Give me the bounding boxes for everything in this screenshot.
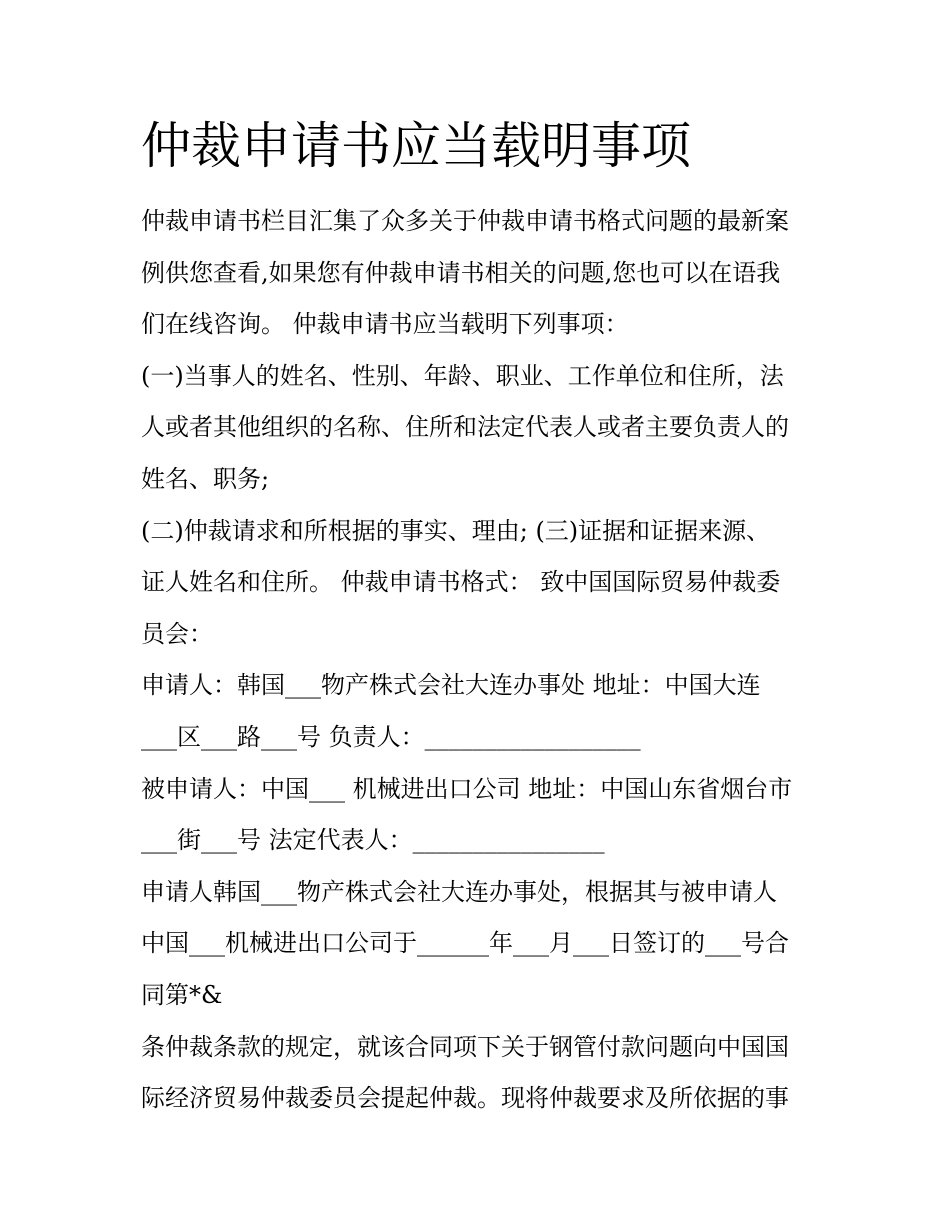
- body-line-7: (二)仲裁请求和所根据的事实、理由; (三)证据和证据来源、: [141, 516, 771, 545]
- body-line-11: ___区___路___号 负责人：__________________: [141, 722, 641, 751]
- document-title: 仲裁申请书应当载明事项: [141, 117, 691, 175]
- body-line-17: 条仲裁条款的规定，就该合同项下关于钢管付款问题向中国国: [141, 1032, 789, 1061]
- body-line-13: ___街___号 法定代表人：________________: [141, 826, 605, 855]
- body-line-6: 姓名、职务;: [141, 464, 270, 493]
- body-line-3: 们在线咨询。 仲裁申请书应当载明下列事项：: [141, 310, 629, 339]
- body-line-15: 中国___机械进出口公司于______年___月___日签订的___号合: [141, 929, 789, 958]
- body-line-10: 申请人：韩国___物产株式会社大连办事处 地址：中国大连: [141, 671, 761, 700]
- body-line-1: 仲裁申请书栏目汇集了众多关于仲裁申请书格式问题的最新案: [141, 207, 789, 235]
- body-line-2: 例供您查看,如果您有仲裁申请书相关的问题,您也可以在语我: [141, 258, 781, 287]
- body-line-8: 证人姓名和住所。 仲裁申请书格式： 致中国国际贸易仲裁委: [141, 568, 781, 597]
- document-body: [141, 196, 821, 1125]
- body-line-18: 际经济贸易仲裁委员会提起仲裁。现将仲裁要求及所依据的事: [141, 1084, 789, 1113]
- body-line-16: 同第*&: [141, 980, 223, 1009]
- body-line-14: 申请人韩国___物产株式会社大连办事处，根据其与被申请人: [141, 877, 777, 906]
- body-line-12: 被申请人：中国___ 机械进出口公司 地址：中国山东省烟台市: [141, 774, 793, 803]
- body-line-4: (一)当事人的姓名、性别、年龄、职业、工作单位和住所，法: [141, 361, 784, 390]
- body-line-9: 员会：: [141, 619, 213, 648]
- body-line-5: 人或者其他组织的名称、住所和法定代表人或者主要负责人的: [141, 413, 789, 442]
